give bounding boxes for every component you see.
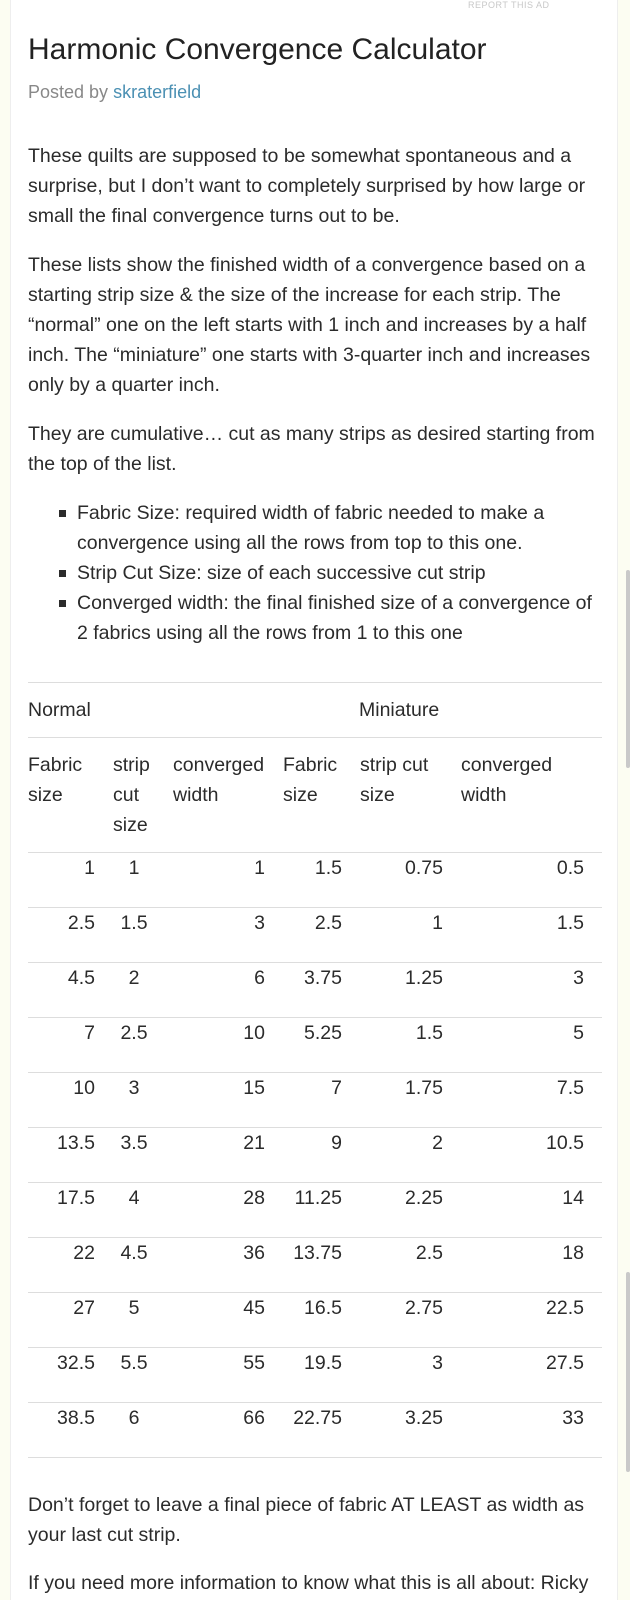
table-cell: 22 [28,1238,113,1293]
table-cell: 45 [173,1293,283,1348]
table-cell: 1 [360,908,461,963]
table-cell: 38.5 [28,1403,113,1458]
table-cell: 1.75 [360,1073,461,1128]
table-row [28,963,602,1018]
table-row [28,1073,602,1128]
table-cell: 14 [461,1183,602,1238]
table-cell: 4.5 [28,963,113,1018]
table-row [28,1128,602,1183]
list-item: Fabric Size: required width of fabric needed to make a convergence using all the rows from top to this one. [59,498,602,558]
intro-paragraph: These quilts are supposed to be somewhat spontaneous and a surprise, but I don’t want to completely surprised by how large or small the final convergence turns out to be. [28,145,586,227]
report-ad-link[interactable]: REPORT THIS AD [468,0,550,10]
table-cell: 6 [113,1403,173,1458]
table-cell: 27 [28,1293,113,1348]
table-cell: 10 [28,1073,113,1128]
table-cell: 5.5 [113,1348,173,1403]
table-cell: 1 [173,853,283,908]
table-cell: 10 [173,1018,283,1073]
byline [28,80,602,104]
table-cell: 19.5 [283,1348,360,1403]
table-row [28,1403,602,1458]
table-cell: 36 [173,1238,283,1293]
table-row [28,908,602,963]
table-cell: 3.5 [113,1128,173,1183]
table-cell: 33 [461,1403,602,1458]
table-cell: 21 [173,1128,283,1183]
post-title: Harmonic Convergence Calculator [28,33,487,66]
table-cell: 55 [173,1348,283,1403]
column-header: strip cut size [113,738,173,853]
table-cell: 2.75 [360,1293,461,1348]
table-cell: 5 [461,1018,602,1073]
table-cell: 7 [28,1018,113,1073]
table-row [28,853,602,908]
table-cell: 0.5 [461,853,602,908]
column-header: strip cut size [360,738,461,853]
table-cell: 28 [173,1183,283,1238]
table-cell: 4 [113,1183,173,1238]
table-cell: 4.5 [113,1238,173,1293]
final-note-paragraph: Don’t forget to leave a final piece of fabric AT LEAST as width as your last cut strip. [28,1494,585,1546]
column-header: Fabric size [28,738,113,853]
byline-prefix: Posted by [28,82,109,102]
column-header: Fabric size [283,738,360,853]
table-cell: 1.25 [360,963,461,1018]
table-cell: 2.5 [360,1238,461,1293]
table-row [28,1238,602,1293]
table-row [28,1018,602,1073]
column-header: converged width [173,738,283,853]
table-cell: 1.5 [360,1018,461,1073]
scrollbar-thumb[interactable] [626,570,630,768]
list-item: Converged width: the final finished size of a convergence of 2 fabrics using all the rows from 1 to this one [59,588,602,648]
table-header-row [28,738,602,853]
table-cell: 22.5 [461,1293,602,1348]
more-info-paragraph: If you need more information to know what this is all about: Ricky [28,1572,589,1594]
group-normal: Normal [28,683,283,738]
table-cell: 27.5 [461,1348,602,1403]
cumulative-paragraph: They are cumulative… cut as many strips as desired starting from the top of the list. [28,423,595,475]
table-cell: 3.75 [283,963,360,1018]
group-miniature: Miniature [283,683,602,738]
table-cell: 16.5 [283,1293,360,1348]
table-cell: 17.5 [28,1183,113,1238]
table-cell: 10.5 [461,1128,602,1183]
table-cell: 1 [28,853,113,908]
explanation-paragraph: These lists show the finished width of a convergence based on a starting strip size & the size of the increase for each strip. The “normal” one on the left starts with 1 inch and increases by a half inch. The “miniature” one starts with 3-quarter inch and increases only by a quarter inch. [28,254,591,396]
table-row [28,1348,602,1403]
table-row [28,1293,602,1348]
table-cell: 3 [461,963,602,1018]
table-group-row [28,683,602,738]
table-cell: 7 [283,1073,360,1128]
table-cell: 2 [360,1128,461,1183]
scrollbar-thumb-lower[interactable] [626,1272,630,1472]
table-cell: 2.5 [283,908,360,963]
table-cell: 32.5 [28,1348,113,1403]
table-cell: 9 [283,1128,360,1183]
table-cell: 66 [173,1403,283,1458]
table-row [28,1183,602,1238]
table-cell: 5.25 [283,1018,360,1073]
table-cell: 2.25 [360,1183,461,1238]
list-item: Strip Cut Size: size of each successive cut strip [59,558,602,588]
table-cell: 3 [173,908,283,963]
table-cell: 6 [173,963,283,1018]
post-content [10,0,618,1600]
table-cell: 13.5 [28,1128,113,1183]
table-cell: 0.75 [360,853,461,908]
table-cell: 5 [113,1293,173,1348]
table-cell: 18 [461,1238,602,1293]
post-body [28,28,602,1598]
table-cell: 3 [113,1073,173,1128]
table-cell: 2.5 [113,1018,173,1073]
table-cell: 3 [360,1348,461,1403]
table-cell: 3.25 [360,1403,461,1458]
table-cell: 2 [113,963,173,1018]
table-cell: 7.5 [461,1073,602,1128]
table-cell: 1.5 [113,908,173,963]
convergence-table [28,682,602,1458]
table-cell: 1.5 [461,908,602,963]
table-cell: 2.5 [28,908,113,963]
table-cell: 13.75 [283,1238,360,1293]
author-link[interactable]: skraterfield [113,82,202,102]
table-cell: 1.5 [283,853,360,908]
table-cell: 11.25 [283,1183,360,1238]
table-cell: 1 [113,853,173,908]
definitions-list [28,498,602,648]
table-cell: 22.75 [283,1403,360,1458]
table-cell: 15 [173,1073,283,1128]
column-header: converged width [461,738,602,853]
